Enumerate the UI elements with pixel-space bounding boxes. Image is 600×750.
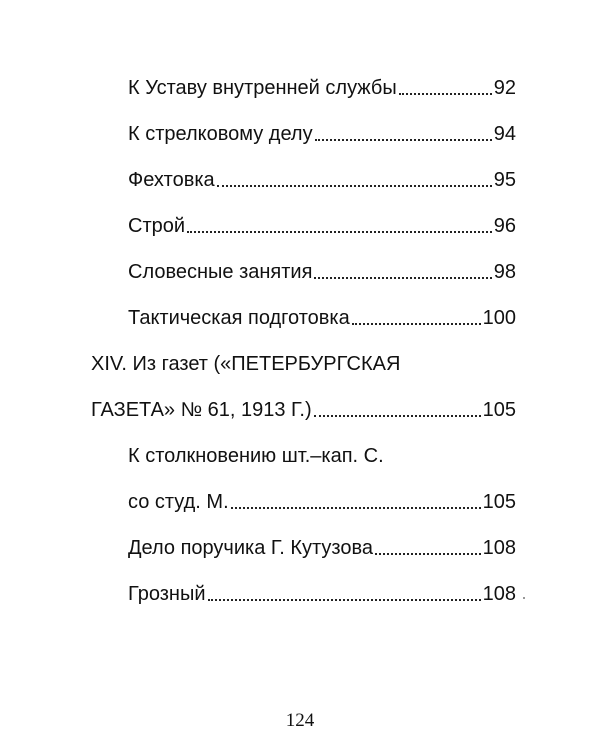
toc-entry-title: К стрелковому делу — [128, 123, 313, 145]
toc-entry — [91, 392, 516, 422]
toc-entry — [128, 162, 516, 192]
toc-entry-title: Строй — [128, 215, 186, 237]
toc-entry — [128, 208, 516, 238]
toc-entry-page: 100 — [482, 307, 516, 329]
dot-leader — [315, 139, 492, 141]
toc-entry-page: 94 — [493, 123, 516, 145]
toc-entry — [128, 530, 516, 560]
toc-entry-page: 108 — [482, 537, 516, 559]
toc-entry-wrapped-line — [128, 438, 468, 468]
dot-leader — [375, 553, 481, 555]
print-speck — [523, 597, 525, 599]
dot-leader — [208, 599, 481, 601]
toc-entry — [128, 300, 516, 330]
dot-leader — [217, 185, 492, 187]
toc-entry — [128, 576, 516, 606]
toc-entry-title: К столкновению шт.–кап. С. — [128, 445, 384, 467]
toc-entry — [128, 254, 516, 284]
dot-leader — [314, 277, 491, 279]
toc-entry-page: 92 — [493, 77, 516, 99]
dot-leader — [314, 415, 481, 417]
dot-leader — [231, 507, 481, 509]
toc-entry-title: XIV. Из газет («ПЕТЕРБУРГСКАЯ — [91, 353, 401, 375]
toc-entry-page: 105 — [482, 491, 516, 513]
toc-entry-page: 108 — [482, 583, 516, 605]
toc-entry — [128, 116, 516, 146]
toc-entry-title: Дело поручика Г. Кутузова — [128, 537, 374, 559]
toc-entry-title: Грозный — [128, 583, 206, 605]
dot-leader — [187, 231, 492, 233]
page-number: 124 — [285, 710, 315, 731]
toc-entry-title: Тактическая подготовка — [128, 307, 350, 329]
toc-entry-page: 105 — [482, 399, 516, 421]
dot-leader — [352, 323, 481, 325]
toc-entry — [128, 70, 516, 100]
toc-entry-title: К Уставу внутренней службы — [128, 77, 397, 99]
dot-leader — [399, 93, 492, 95]
toc-section-heading — [91, 346, 471, 376]
toc-entry-page: 98 — [493, 261, 516, 283]
toc-entry-page: 96 — [493, 215, 516, 237]
toc-entry-title: со студ. М. — [128, 491, 229, 513]
toc-entry-title: Фехтовка — [128, 169, 215, 191]
toc-entry — [128, 484, 516, 514]
toc-entry-page: 95 — [493, 169, 516, 191]
toc-entry-title: Словесные занятия — [128, 261, 313, 283]
toc-entry-title: ГАЗЕТА» № 61, 1913 Г.) — [91, 399, 312, 421]
